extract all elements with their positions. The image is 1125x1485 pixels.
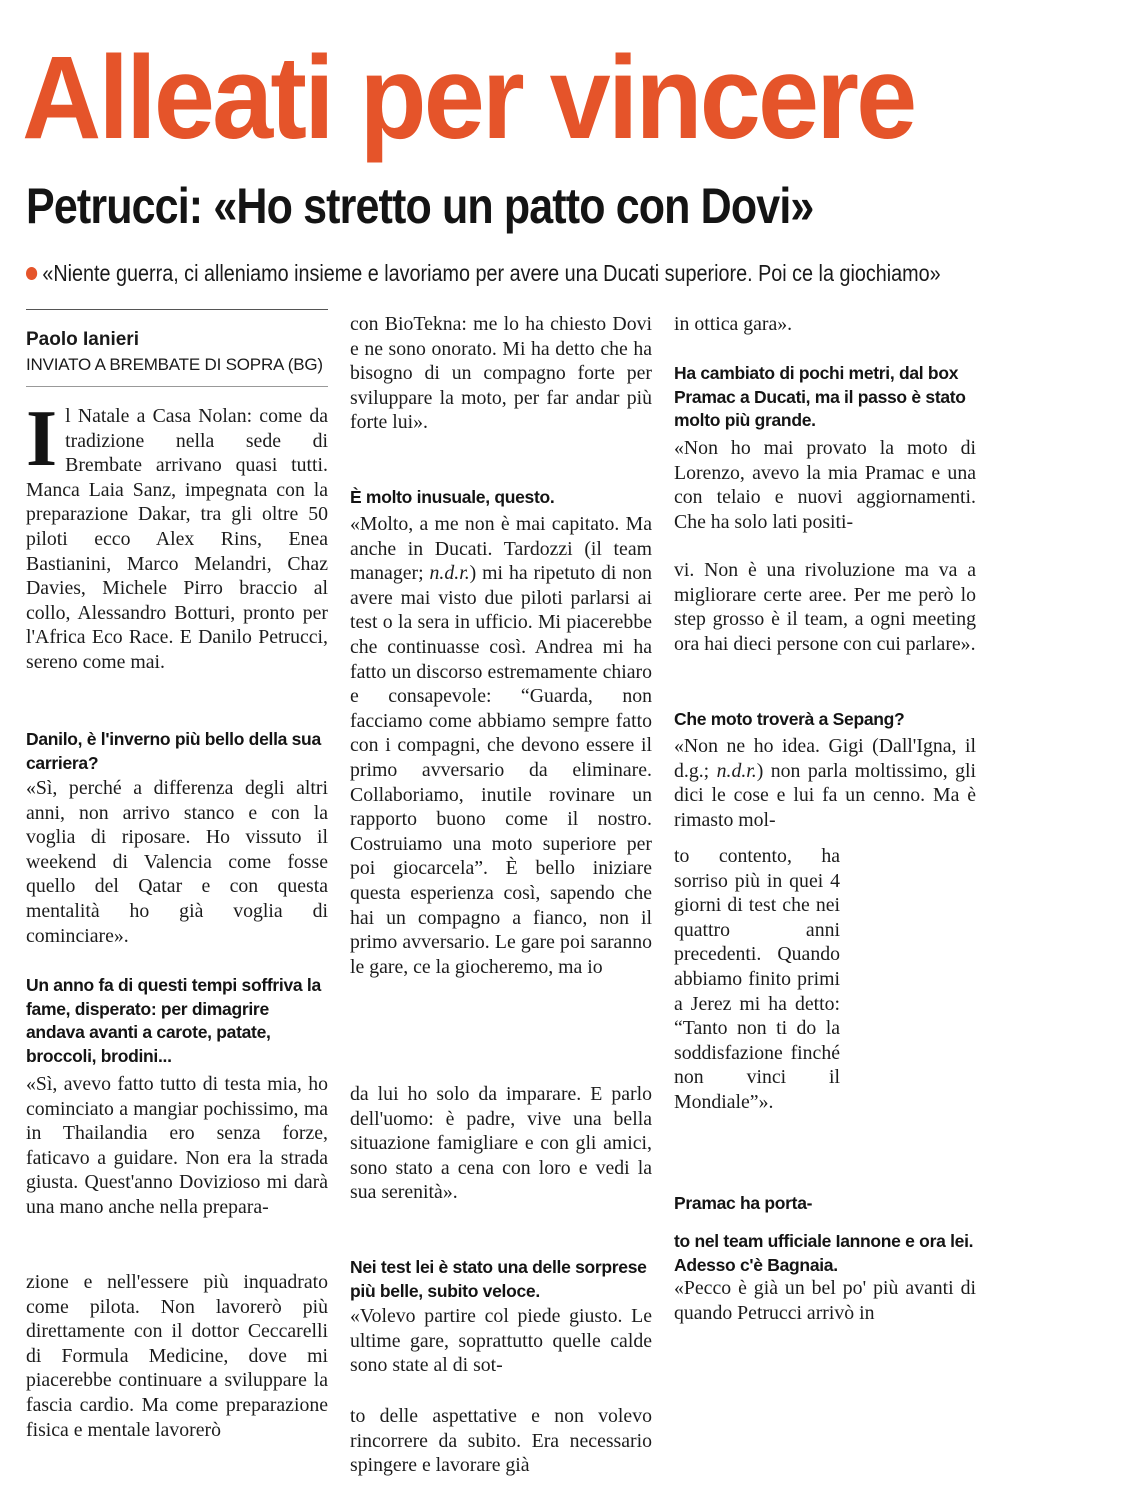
question-3: È molto inusuale, questo.: [350, 487, 555, 507]
answer-2-part-1: «Sì, avevo fatto tutto di testa mia, ho cominciato a mangiar pochissimo, ma in Thailandia ero senza forze, faticavo a guidare. Non era la strada giusta. Quest'anno Dovizioso mi darà una mano anche nella prepara-: [26, 1073, 328, 1218]
answer-2-part-2: zione e nell'essere più inquadrato come pilota. Non lavorerò più direttamente con il dottor Ceccarelli di Formula Medicine, dove mi piacerebbe continuare a sviluppare la fascia cardio. Ma come preparazione fisica e mentale lavorerò: [26, 1271, 328, 1441]
answer-3-text-a: «Molto, a me non è mai capitato. Ma anche in Ducati. Tardozzi (il team manager;: [350, 513, 652, 585]
subheadline: Petrucci: «Ho stretto un patto con Dovi»: [26, 178, 814, 234]
question-7-part-1: Pramac ha porta-: [674, 1193, 813, 1213]
byline-top-rule: [26, 309, 328, 310]
ndr-note: n.d.r.: [429, 562, 470, 585]
answer-7: «Pecco è già un bel po' più avanti di quando Petrucci arrivò in: [674, 1277, 976, 1324]
column2-paragraph-2: da lui ho solo da imparare. E parlo dell'uomo: è padre, vive una bella situazione famigliare e con gli amici, sono stato a cena con loro e vedi la sua serenità».: [350, 1083, 652, 1204]
question-2: Un anno fa di questi tempi soffriva la fame, disperato: per dimagrire andava avanti a carote, patate, broccoli, brodini...: [26, 975, 321, 1066]
column3-paragraph-1: in ottica gara».: [674, 313, 793, 335]
answer-6-part-2: to contento, ha sorriso più in quei 4 giorni di test che nei quattro anni precedenti. Quando abbiamo finito primi a Jerez mi ha detto: “Tanto non ti do la soddisfazione finché non vinci il Mondiale”».: [674, 845, 840, 1113]
intro-text: l Natale a Casa Nolan: come da tradizione nella sede di Brembate arrivano quasi tutti. Manca Laia Sanz, impegnata con la preparazione Dakar, tra gli oltre 50 piloti ecco Alex Rins, Enea Bastianini, Marco Melandri, Chaz Davies, Michele Pirro braccio al collo, Alessandro Botturi, pronto per l'Africa Eco Race. E Danilo Petrucci, sereno come mai.: [26, 405, 328, 673]
answer-6: [674, 734, 976, 834]
byline: [26, 328, 336, 378]
question-1: Danilo, è l'inverno più bello della sua carriera?: [26, 729, 321, 773]
headline: Alleati per vincere: [22, 32, 915, 164]
answer-4-part-1: «Volevo partire col piede giusto. Le ultime gare, soprattutto quelle calde sono state al di sot-: [350, 1305, 652, 1377]
ndr-note-2: n.d.r.: [716, 759, 757, 782]
answer-5-part-2: vi. Non è una rivoluzione ma va a migliorare certe aree. Per me però lo step grosso è il team, a ogni meeting ora hai dieci persone con cui parlare».: [674, 559, 976, 655]
summary: [26, 256, 972, 290]
question-6: Che moto troverà a Sepang?: [674, 709, 905, 729]
byline-author: Paolo Ianieri: [26, 329, 139, 350]
byline-bottom-rule: [26, 386, 328, 387]
answer-5-part-1: «Non ho mai provato la moto di Lorenzo, avevo la mia Pramac e una con telaio e nuovi aggiornamenti. Che ha solo lati positi-: [674, 437, 976, 533]
answer-3: [350, 512, 652, 1064]
question-5: Ha cambiato di pochi metri, dal box Pramac a Ducati, ma il passo è stato molto più grande.: [674, 363, 966, 430]
drop-cap: I: [26, 404, 58, 483]
answer-3-text-b: ) mi ha ripetuto di non avere mai visto due piloti parlarsi ai test o la sera in ufficio. Mi piacerebbe che continuasse così. Andrea mi ha fatto un discorso estremamente chiaro e consapevole: “Guarda, non facciamo come abbiamo sempre fatto con i compagni, che devono essere il primo avversario da eliminare. Collaboriamo, inutile rovinare un rapporto buono come il nostro. Costruiamo una moto superiore per poi giocarcela”. È bello iniziare questa esperienza così, sapendo che hai un compagno a fianco, non il primo avversario. Le gare poi saranno le gare, ce la giocheremo, ma io: [350, 562, 652, 978]
bullet-dot-icon: [26, 267, 37, 280]
answer-4-part-2: to delle aspettative e non volevo rincorrere da subito. Era necessario spingere e lavorare già: [350, 1405, 652, 1477]
answer-6-text-b: ) non parla moltissimo, gli dici le cose e lui fa un cenno. Ma è rimasto mol-: [674, 759, 976, 831]
byline-role: INVIATO A BREMBATE DI SOPRA (BG): [26, 355, 323, 374]
intro-paragraph: [26, 404, 328, 702]
answer-6-text-a: «Non ne ho idea. Gigi (Dall'Igna, il d.g.;: [674, 735, 976, 782]
question-4: Nei test lei è stato una delle sorprese più belle, subito veloce.: [350, 1257, 647, 1301]
question-7-part-2: to nel team ufficiale Iannone e ora lei. Adesso c'è Bagnaia.: [674, 1231, 974, 1275]
summary-text: «Niente guerra, ci alleniamo insieme e lavoriamo per avere una Ducati superiore. Poi ce la giochiamo»: [42, 260, 941, 286]
column2-paragraph-1: con BioTekna: me lo ha chiesto Dovi e ne sono onorato. Mi ha detto che ha bisogno di un compagno forte per sviluppare la moto, per far andar più forte lui».: [350, 313, 652, 434]
answer-1: «Sì, perché a differenza degli altri anni, non arrivo stanco e con la voglia di riposare. Ho vissuto il weekend di Valencia come fosse quello del Qatar e con questa mentalità ho già voglia di cominciare».: [26, 777, 328, 947]
